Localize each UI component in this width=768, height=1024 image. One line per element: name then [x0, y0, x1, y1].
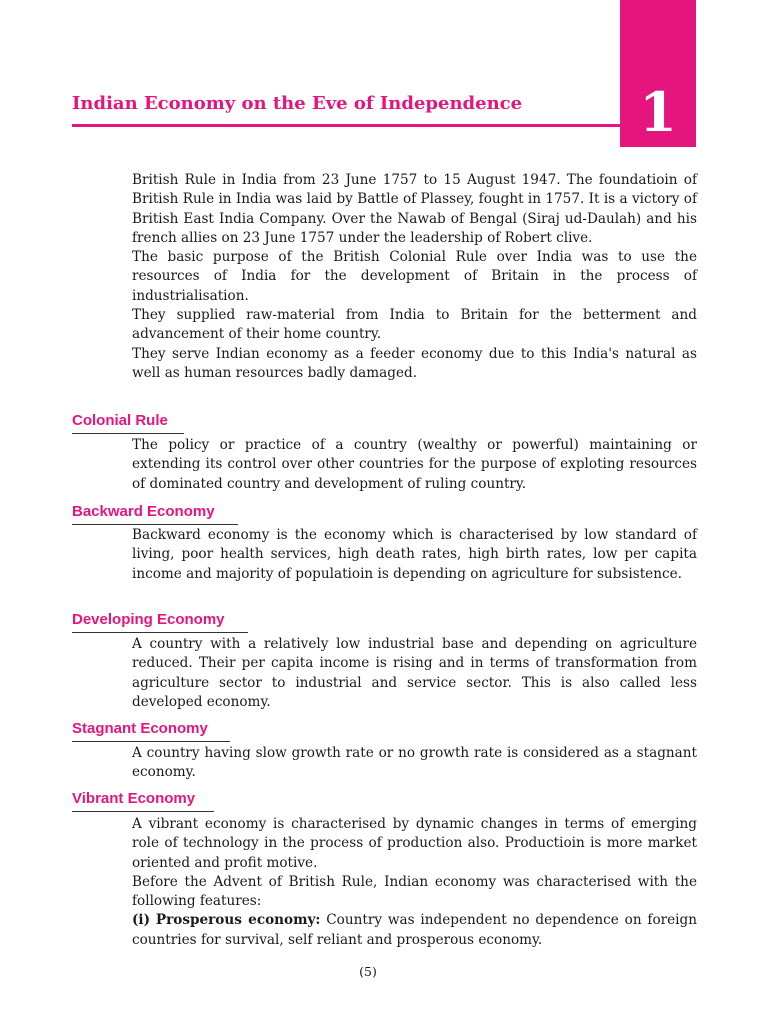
section-paragraph: A vibrant economy is characterised by dynamic changes in terms of emerging role of technology in the process of production also. Productioin is more market oriented and profit motive.	[132, 816, 697, 871]
section-body-vibrant-economy	[132, 815, 697, 950]
section-heading-developing-economy: Developing Economy	[72, 611, 225, 628]
section-body-colonial-rule	[132, 436, 697, 494]
intro-section	[132, 171, 697, 383]
section-paragraph: A country having slow growth rate or no growth rate is considered as a stagnant economy.	[132, 745, 697, 781]
chapter-number: 1	[639, 80, 677, 144]
section-body-stagnant-economy	[132, 744, 697, 783]
intro-paragraph: British Rule in India from 23 June 1757 to 15 August 1947. The foundatioin of British Rule in India was laid by Battle of Plassey, fought in 1757. It is a victory of British East India Company. Over the Nawab of Bengal (Siraj ud-Daulah) and his french allies on 23 June 1757 under the leadership of Robert clive.	[132, 172, 697, 246]
section-body-backward-economy	[132, 526, 697, 584]
section-heading-rule	[72, 741, 230, 742]
section-heading-stagnant-economy: Stagnant Economy	[72, 720, 208, 737]
section-heading-colonial-rule: Colonial Rule	[72, 412, 168, 429]
feature-list-item	[132, 911, 697, 950]
page-number: (5)	[359, 964, 377, 979]
intro-paragraph: They serve Indian economy as a feeder economy due to this India's natural as well as human resources badly damaged.	[132, 345, 697, 381]
section-heading-backward-economy: Backward Economy	[72, 503, 215, 520]
section-heading-rule	[72, 632, 248, 633]
section-body-developing-economy	[132, 635, 697, 712]
section-paragraph: Backward economy is the economy which is characterised by low standard of living, poor health services, high death rates, high birth rates, low per capita income and majority of populatioin is depending on agriculture for subsistence.	[132, 527, 697, 582]
chapter-title-rule	[72, 124, 620, 127]
section-heading-rule	[72, 524, 238, 525]
intro-paragraph: The basic purpose of the British Colonial Rule over India was to use the resources of India for the development of Britain in the process of industrialisation.	[132, 249, 697, 304]
feature-item-label: Prosperous economy:	[155, 912, 321, 929]
intro-paragraph: They supplied raw-material from India to Britain for the betterment and advancement of their home country.	[132, 307, 697, 343]
chapter-title: Indian Economy on the Eve of Independence	[72, 93, 523, 114]
section-heading-vibrant-economy: Vibrant Economy	[72, 790, 196, 807]
section-paragraph: The policy or practice of a country (wealthy or powerful) maintaining or extending its control over other countries for the purpose of exploting resources of dominated country and development of ruling country.	[132, 437, 697, 492]
chapter-number-box	[620, 0, 696, 147]
feature-item-text: Country was independent no dependence on foreign countries for survival, self reliant and prosperous economy.	[132, 912, 697, 948]
section-heading-rule	[72, 433, 184, 434]
section-paragraph: Before the Advent of British Rule, Indian economy was characterised with the following features:	[132, 873, 697, 910]
section-heading-rule	[72, 811, 214, 812]
section-paragraph: A country with a relatively low industrial base and depending on agriculture reduced. Their per capita income is rising and in terms of transformation from agriculture sector to industrial and service sector. This is also called less developed economy.	[132, 636, 697, 710]
feature-item-marker: (i)	[132, 912, 151, 929]
